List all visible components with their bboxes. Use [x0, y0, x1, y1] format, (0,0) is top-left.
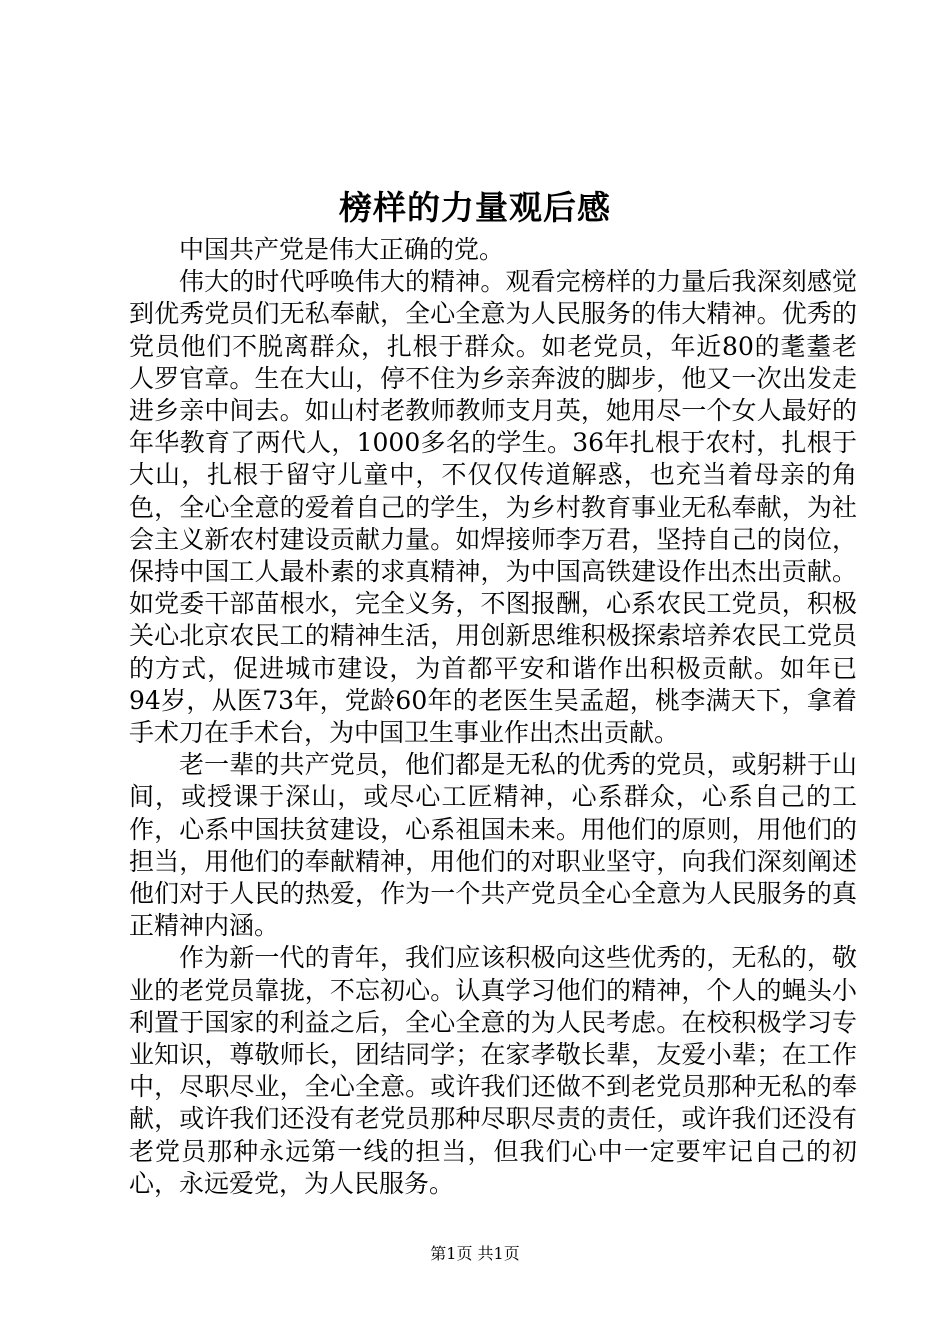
- document-title: 榜样的力量观后感: [339, 188, 611, 227]
- paragraph-2: 伟大的时代呼唤伟大的精神。观看完榜样的力量后我深刻感觉到优秀党员们无私奉献，全心全意为人民服务的伟大精神。优秀的党员他们不脱离群众，扎根于群众。如老党员，年近80的耄耋老人罗官章。生在大山，停不住为乡亲奔波的脚步，他又一次出发走进乡亲中间去。如山村老教师教师支月英，她用尽一个女人最好的年华教育了两代人，1000多名的学生。36年扎根于农村，扎根于大山，扎根于留守儿童中，不仅仅传道解惑，也充当着母亲的角色，全心全意的爱着自己的学生，为乡村教育事业无私奉献，为社会主义新农村建设贡献力量。如焊接师李万君，坚持自己的岗位，保持中国工人最朴素的求真精神，为中国高铁建设作出杰出贡献。如党委干部苗根水，完全义务，不图报酬，心系农民工党员，积极关心北京农民工的精神生活，用创新思维积极探索培养农民工党员的方式，促进城市建设，为首都平安和谐作出积极贡献。如年已94岁，从医73年，党龄60年的老医生吴孟超，桃李满天下，拿着手术刀在手术台，为中国卫生事业作出杰出贡献。: [129, 267, 857, 748]
- page-footer: 第1页 共1页: [430, 1244, 520, 1263]
- paragraph-4: 作为新一代的青年，我们应该积极向这些优秀的，无私的，敬业的老党员靠拢，不忘初心。认真学习他们的精神，个人的蝇头小利置于国家的利益之后，全心全意的为人民考虑。在校积极学习专业知识，尊敬师长，团结同学；在家孝敬长辈，友爱小辈；在工作中，尽职尽业，全心全意。或许我们还做不到老党员那种无私的奉献，或许我们还没有老党员那种尽职尽责的责任，或许我们还没有老党员那种永远第一线的担当，但我们心中一定要牢记自己的初心，永远爱党，为人民服务。: [129, 943, 857, 1198]
- paragraph-3: 老一辈的共产党员，他们都是无私的优秀的党员，或躬耕于山间，或授课于深山，或尽心工匠精神，心系群众，心系自己的工作，心系中国扶贫建设，心系祖国未来。用他们的原则，用他们的担当，用他们的奉献精神，用他们的对职业坚守，向我们深刻阐述他们对于人民的热爱，作为一个共产党员全心全意为人民服务的真正精神内涵。: [129, 750, 857, 941]
- paragraph-1: 中国共产党是伟大正确的党。: [179, 235, 505, 264]
- document-body: [129, 234, 857, 1200]
